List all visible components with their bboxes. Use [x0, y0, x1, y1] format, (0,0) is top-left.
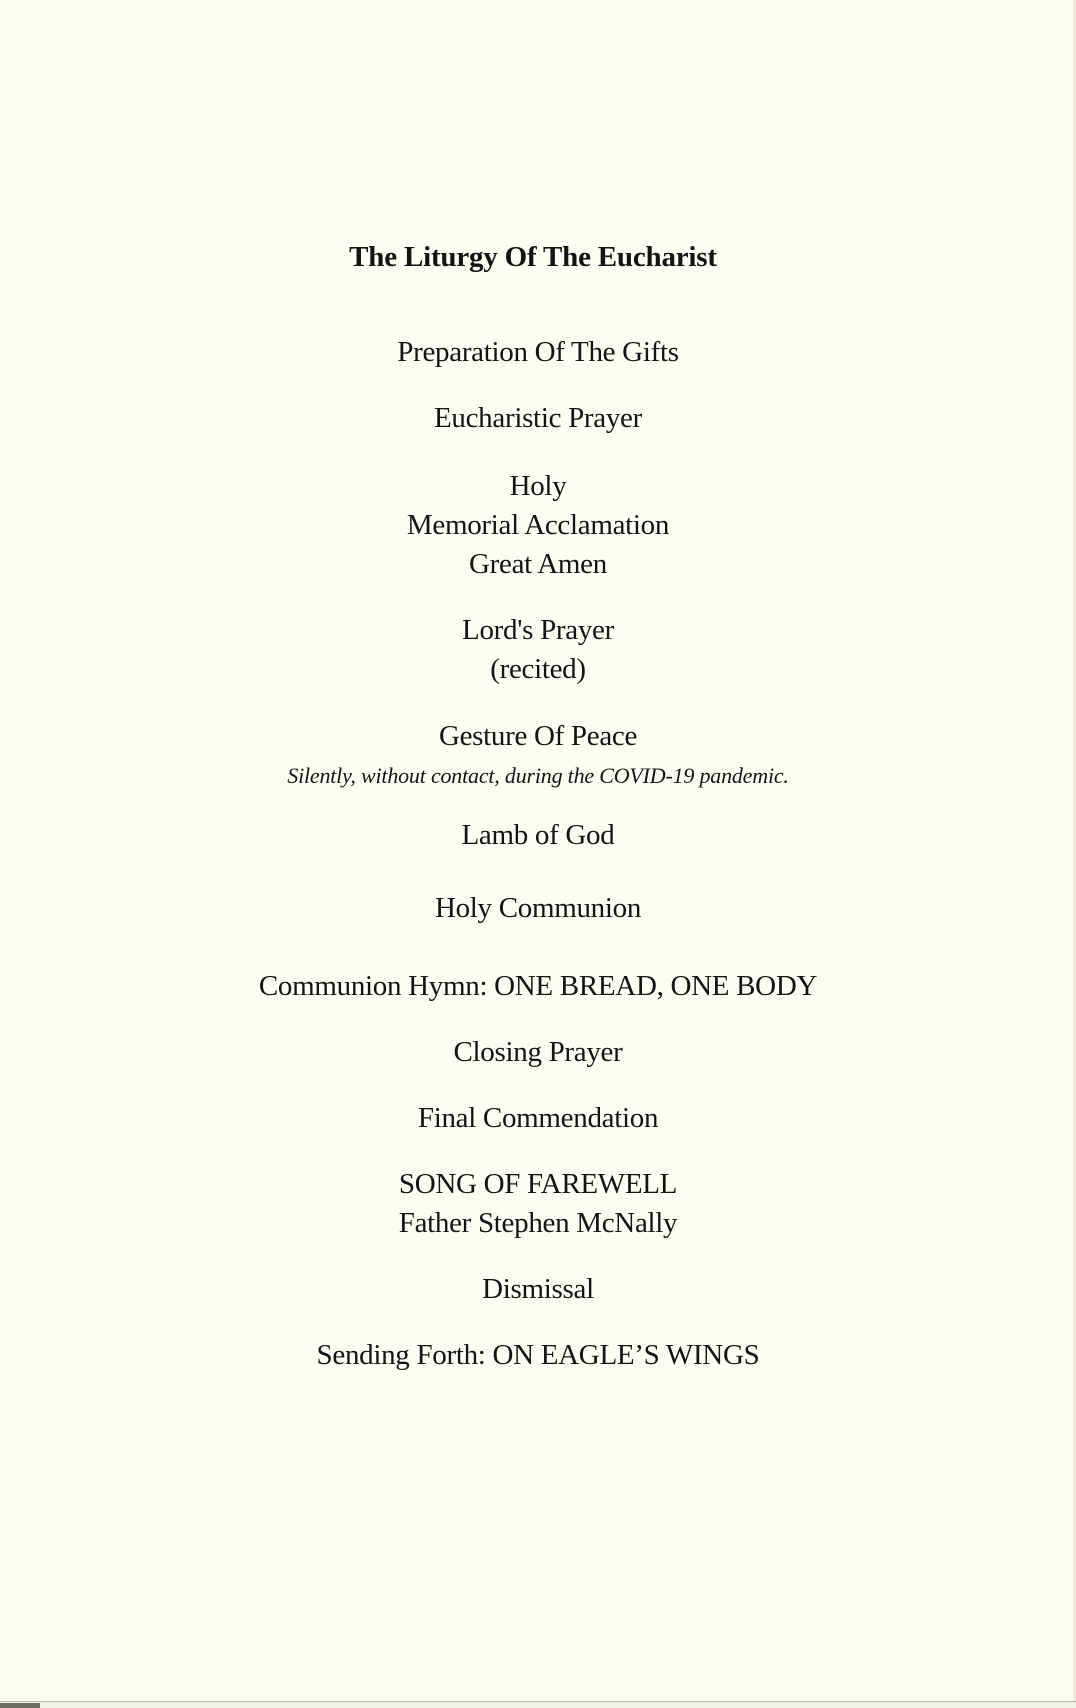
paper-bottom-edge	[0, 1701, 1076, 1708]
lords-prayer: Lord's Prayer	[462, 614, 614, 646]
section-title: The Liturgy Of The Eucharist	[349, 241, 717, 273]
lamb-of-god: Lamb of God	[461, 819, 615, 851]
paper-corner-shadow	[0, 1703, 40, 1708]
memorial-acclamation: Memorial Acclamation	[406, 509, 670, 541]
sending-forth: Sending Forth: ON EAGLE’S WINGS	[316, 1339, 760, 1371]
preparation-of-gifts: Preparation Of The Gifts	[397, 336, 679, 368]
closing-prayer: Closing Prayer	[453, 1036, 623, 1068]
song-of-farewell: SONG OF FAREWELL	[398, 1168, 678, 1200]
holy-communion: Holy Communion	[434, 892, 642, 924]
song-of-farewell-performer: Father Stephen McNally	[398, 1207, 678, 1239]
eucharistic-prayer: Eucharistic Prayer	[434, 402, 642, 434]
dismissal: Dismissal	[482, 1273, 594, 1305]
peace-note: Silently, without contact, during the COVID-19 pandemic.	[287, 763, 789, 788]
lords-prayer-recited: (recited)	[490, 653, 586, 685]
communion-hymn: Communion Hymn: ONE BREAD, ONE BODY	[258, 970, 818, 1002]
gesture-of-peace: Gesture Of Peace	[438, 720, 638, 752]
great-amen: Great Amen	[469, 548, 607, 580]
final-commendation: Final Commendation	[417, 1102, 659, 1134]
holy: Holy	[509, 470, 567, 502]
